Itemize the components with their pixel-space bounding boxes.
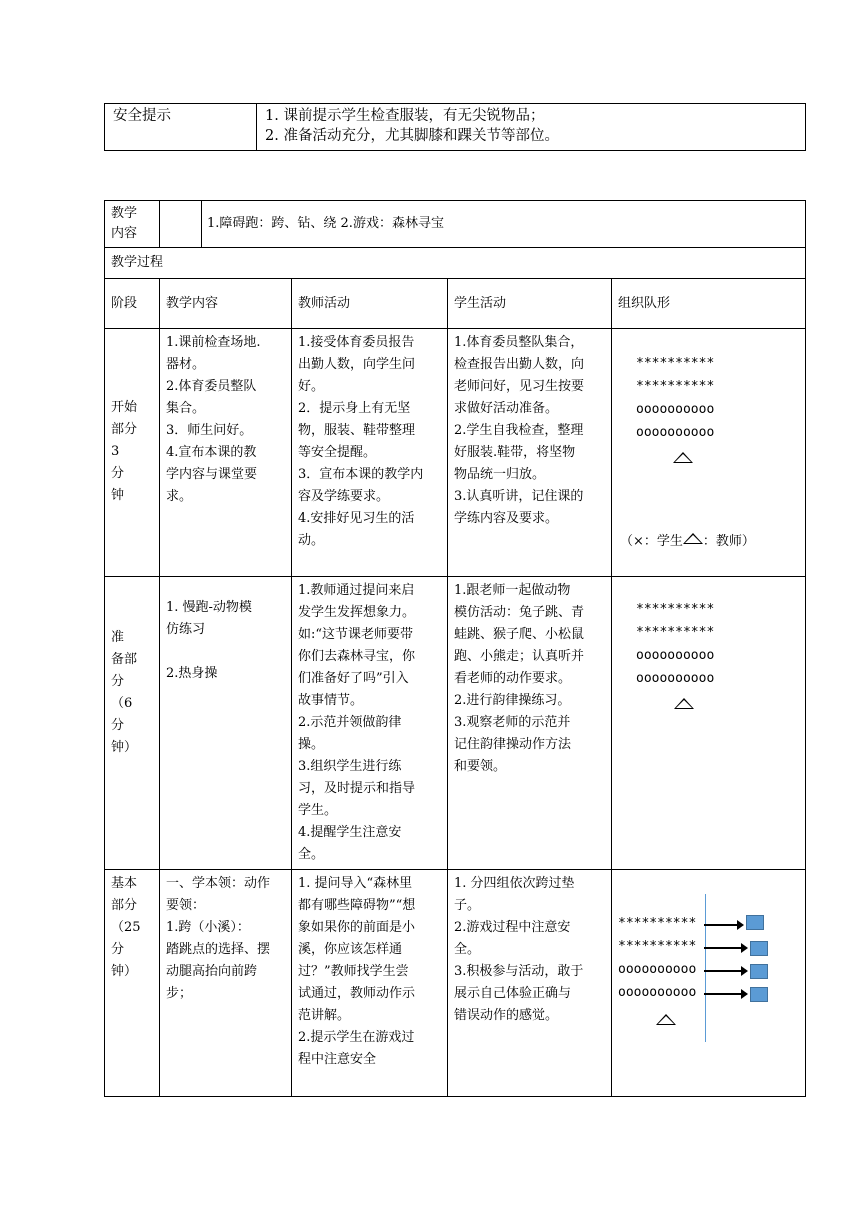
stage-basic bbox=[105, 870, 160, 1097]
text-line: 和要领。 bbox=[454, 759, 507, 774]
text-line: 都有哪些障碍物”“想 bbox=[298, 898, 416, 913]
text-line: 溪，你应该怎样通 bbox=[298, 942, 403, 957]
text-line: 好。 bbox=[298, 379, 325, 394]
text-line: 钟 bbox=[111, 488, 125, 503]
text-line: 3．宣布本课的教学内 bbox=[298, 467, 424, 482]
text-line: 分 bbox=[111, 466, 125, 481]
formation-legend bbox=[620, 531, 755, 553]
text-line: 3.积极参与活动，敢于 bbox=[454, 964, 584, 979]
text-line: 内容 bbox=[111, 226, 138, 241]
text-line: 范讲解。 bbox=[298, 1008, 351, 1023]
content-start bbox=[160, 329, 292, 577]
text-line: 出勤人数，向学生问 bbox=[298, 357, 416, 372]
teacher-triangle-icon bbox=[656, 1014, 676, 1025]
text-line: 部分 bbox=[111, 422, 138, 437]
text-line: 好服装.鞋带，将坚物 bbox=[454, 445, 576, 460]
text-line: 3.认真听讲，记住课的 bbox=[454, 489, 584, 504]
student-basic bbox=[448, 870, 612, 1097]
mat-square-icon bbox=[750, 964, 768, 979]
teacher-prep bbox=[292, 577, 448, 870]
text-line: 2.热身操 bbox=[166, 666, 218, 681]
text-line: 2.学生自我检查，整理 bbox=[454, 423, 584, 438]
text-line: 如:“这节课老师要带 bbox=[298, 627, 414, 642]
text-line: 模仿活动：兔子跳、青 bbox=[454, 605, 585, 620]
safety-item-1: 1. 课前提示学生检查服装，有无尖锐物品； bbox=[265, 108, 545, 124]
text-line: 3.组织学生进行练 bbox=[298, 759, 402, 774]
teacher-basic bbox=[292, 870, 448, 1097]
text-line: 3．师生问好。 bbox=[166, 423, 253, 438]
text-line: 子。 bbox=[454, 898, 481, 913]
mat-square-icon bbox=[746, 915, 764, 930]
text-line: 2．提示身上有无坚 bbox=[298, 401, 411, 416]
mat-square-icon bbox=[750, 987, 768, 1002]
header-teacher: 教师活动 bbox=[292, 279, 448, 329]
header-stage: 阶段 bbox=[105, 279, 160, 329]
text-line: 踏跳点的选择、摆 bbox=[166, 942, 271, 957]
formation-row: oooooooooo bbox=[636, 648, 715, 663]
text-line: 仿练习 bbox=[166, 622, 206, 637]
text-line: 学练内容及要求。 bbox=[454, 511, 559, 526]
student-start bbox=[448, 329, 612, 577]
safety-item-2: 2. 准备活动充分，尤其脚膝和踝关节等部位。 bbox=[265, 128, 559, 144]
text-line: 程中注意安全 bbox=[298, 1052, 377, 1067]
text-line: 2.游戏过程中注意安 bbox=[454, 920, 571, 935]
text-line: ：教师） bbox=[702, 534, 755, 549]
text-line: 1.接受体育委员报告 bbox=[298, 335, 415, 350]
process-label: 教学过程 bbox=[105, 248, 806, 279]
text-line: 等安全提醒。 bbox=[298, 445, 377, 460]
text-line: 教学 bbox=[111, 206, 138, 221]
safety-items bbox=[257, 104, 806, 151]
text-line: 分 bbox=[111, 942, 125, 957]
text-line: 部分 bbox=[111, 898, 138, 913]
teacher-start bbox=[292, 329, 448, 577]
text-line: 动。 bbox=[298, 533, 325, 548]
text-line: 备部 bbox=[111, 652, 138, 667]
header-content: 教学内容 bbox=[160, 279, 292, 329]
arrow-right-icon bbox=[704, 924, 738, 926]
formation-row: ********** bbox=[618, 939, 697, 954]
content-value bbox=[160, 201, 806, 248]
text-line: 1.跟老师一起做动物 bbox=[454, 583, 571, 598]
text-line: （6 bbox=[111, 696, 133, 711]
text-line: 发学生发挥想象力。 bbox=[298, 605, 416, 620]
text-line: 1.课前检查场地. bbox=[166, 335, 261, 350]
text-line: 全。 bbox=[298, 847, 325, 862]
text-line: 物，服装、鞋带整理 bbox=[298, 423, 416, 438]
safety-label: 安全提示 bbox=[105, 104, 257, 151]
text-line: 准 bbox=[111, 630, 125, 645]
text-line: 2.体育委员整队 bbox=[166, 379, 257, 394]
text-line: 学生。 bbox=[298, 803, 338, 818]
text-line: 2.示范并领做韵律 bbox=[298, 715, 402, 730]
arrow-right-icon bbox=[704, 970, 742, 972]
formation-row: ********** bbox=[618, 916, 697, 931]
student-prep bbox=[448, 577, 612, 870]
text-line: 记住韵律操动作方法 bbox=[454, 737, 572, 752]
content-prep bbox=[160, 577, 292, 870]
header-student: 学生活动 bbox=[448, 279, 612, 329]
text-line: 集合。 bbox=[166, 401, 206, 416]
text-line: 1. 分四组依次跨过垫 bbox=[454, 876, 575, 891]
formation-row: oooooooooo bbox=[618, 985, 697, 1000]
text-line: 1.教师通过提问来启 bbox=[298, 583, 415, 598]
text-line: 求做好活动准备。 bbox=[454, 401, 559, 416]
text-line: 象如果你的前面是小 bbox=[298, 920, 416, 935]
teacher-triangle-icon bbox=[674, 698, 694, 709]
teacher-triangle-icon bbox=[673, 452, 693, 463]
text-line: 过？”教师找学生尝 bbox=[298, 964, 409, 979]
text-line: （×：学生 bbox=[620, 534, 683, 549]
text-line: 错误动作的感觉。 bbox=[454, 1008, 559, 1023]
text-line: 分 bbox=[111, 674, 125, 689]
formation-row: ********** bbox=[636, 625, 715, 640]
lesson-table bbox=[104, 200, 806, 1097]
stage-start bbox=[105, 329, 160, 577]
text-line: 蛙跳、猴子爬、小松鼠 bbox=[454, 627, 585, 642]
formation-row: oooooooooo bbox=[636, 402, 715, 417]
text-line: 4.提醒学生注意安 bbox=[298, 825, 402, 840]
text-line: 学内容与课堂要 bbox=[166, 467, 258, 482]
text-line: 1. 提问导入“森林里 bbox=[298, 876, 413, 891]
stage-prep bbox=[105, 577, 160, 870]
text-line: 们准备好了吗”引入 bbox=[298, 671, 409, 686]
text-line: 器材。 bbox=[166, 357, 206, 372]
text-line: 4.安排好见习生的活 bbox=[298, 511, 415, 526]
text-line: 习，及时提示和指导 bbox=[298, 781, 416, 796]
text-line: 试通过，教师动作示 bbox=[298, 986, 416, 1001]
safety-table bbox=[104, 103, 806, 151]
text-line: 钟） bbox=[111, 964, 138, 979]
text-line: 1.跨（小溪）： bbox=[166, 920, 250, 935]
text-line: 求。 bbox=[166, 489, 193, 504]
text-line: 看老师的动作要求。 bbox=[454, 671, 572, 686]
text-line: 步； bbox=[166, 986, 193, 1001]
text-line: 4.宣布本课的教 bbox=[166, 445, 257, 460]
text-line: 检查报告出勤人数，向 bbox=[454, 357, 585, 372]
formation-row: oooooooooo bbox=[636, 425, 715, 440]
mat-square-icon bbox=[750, 941, 768, 956]
text-line: 一、学本领：动作 bbox=[166, 876, 271, 891]
formation-basic bbox=[612, 870, 806, 1097]
text-line: 物品统一归放。 bbox=[454, 467, 546, 482]
text-line: 操。 bbox=[298, 737, 325, 752]
formation-row: ********** bbox=[636, 602, 715, 617]
legend-triangle-icon bbox=[683, 533, 703, 544]
text-line: 分 bbox=[111, 718, 125, 733]
text-line: 1. 慢跑-动物模 bbox=[166, 600, 252, 615]
text-line: 1.体育委员整队集合， bbox=[454, 335, 584, 350]
content-label bbox=[105, 201, 160, 248]
text-line: 3 bbox=[111, 444, 120, 459]
text-line: 开始 bbox=[111, 400, 138, 415]
arrow-right-icon bbox=[704, 947, 742, 949]
content-value-text: 1.障碍跑：跨、钻、绕 2.游戏：森林寻宝 bbox=[207, 216, 444, 231]
text-line: 基本 bbox=[111, 876, 138, 891]
text-line: 老师问好，见习生按要 bbox=[454, 379, 585, 394]
formation-row: ********** bbox=[636, 379, 715, 394]
text-line: 容及学练要求。 bbox=[298, 489, 390, 504]
formation-prep bbox=[612, 577, 806, 870]
text-line: 2.进行韵律操练习。 bbox=[454, 693, 571, 708]
divider-line bbox=[705, 894, 706, 1042]
formation-row: oooooooooo bbox=[618, 962, 697, 977]
text-line: 3.观察老师的示范并 bbox=[454, 715, 571, 730]
text-line: 全。 bbox=[454, 942, 481, 957]
text-line: 展示自己体验正确与 bbox=[454, 986, 572, 1001]
text-line: 要领： bbox=[166, 898, 206, 913]
formation-start bbox=[612, 329, 806, 577]
text-line: 跑、小熊走；认真听并 bbox=[454, 649, 585, 664]
formation-row: ********** bbox=[636, 356, 715, 371]
header-formation: 组织队形 bbox=[612, 279, 806, 329]
content-basic bbox=[160, 870, 292, 1097]
arrow-right-icon bbox=[704, 993, 742, 995]
text-line: 动腿高抬向前跨 bbox=[166, 964, 258, 979]
formation-row: oooooooooo bbox=[636, 671, 715, 686]
text-line: 你们去森林寻宝，你 bbox=[298, 649, 416, 664]
text-line: 2.提示学生在游戏过 bbox=[298, 1030, 415, 1045]
text-line: 故事情节。 bbox=[298, 693, 364, 708]
text-line: （25 bbox=[111, 920, 141, 935]
text-line: 钟） bbox=[111, 740, 138, 755]
